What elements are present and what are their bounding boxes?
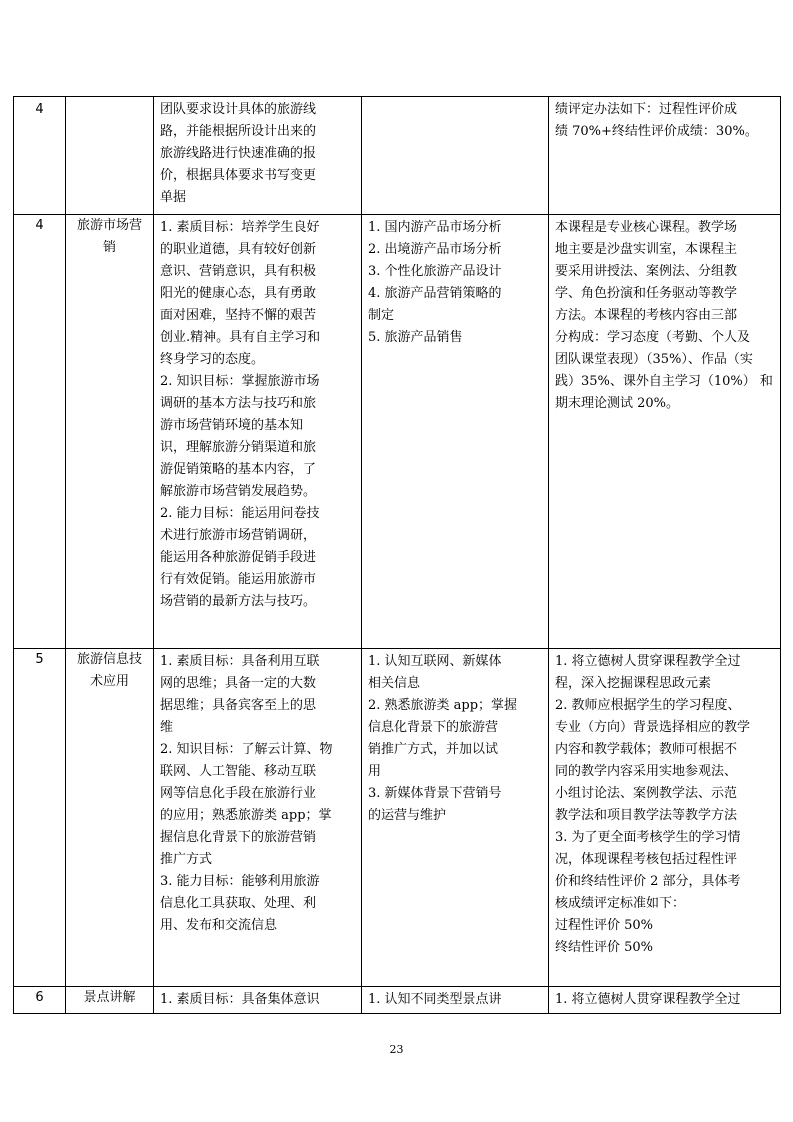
course-goals-line: 2. 知识目标：了解云计算、物 [160,742,333,757]
teaching-requirements-line: 2. 教师应根据学生的学习程度、 [555,698,741,713]
teaching-requirements-line: 团队课堂表现）（35%）、作品（实 [555,352,753,367]
row-number: 4 [14,215,66,649]
row-number: 5 [14,649,66,987]
teaching-requirements-line: 况，体现课程考核包括过程性评 [555,852,738,867]
teaching-requirements-line: 教学法和项目教学法等教学方法 [555,808,738,823]
course-goals-line: 的职业道德，具有较好创新 [160,242,317,257]
course-name-line: 术应用 [89,674,129,689]
course-goals-line: 终身学习的态度。 [160,352,265,367]
teaching-requirements-line: 专业（方向）背景选择相应的教学 [555,720,751,735]
course-goals-line: 握信息化背景下的旅游营销 [160,830,317,845]
course-goals-line: 能运用各种旅游促销手段进 [160,550,317,565]
course-goals-line: 联网、人工智能、移动互联 [160,764,317,779]
course-row [14,215,781,649]
course-content [362,97,549,215]
course-content-line: 销推广方式，并加以试 [368,742,499,757]
teaching-requirements-line: 终结性评价 50% [555,940,654,955]
course-goals-line: 调研的基本方法与技巧和旅 [160,396,317,411]
course-content-line: 2. 出境游产品市场分析 [368,242,502,257]
teaching-requirements-line: 1. 将立德树人贯穿课程教学全过 [555,654,741,669]
course-name [66,215,154,649]
teaching-requirements [549,97,781,215]
course-content-line: 1. 国内游产品市场分析 [368,220,502,235]
teaching-requirements-line: 学、角色扮演和任务驱动等教学 [555,286,738,301]
course-content-line: 2. 熟悉旅游类 app；掌握 [368,698,518,713]
course-goals-line: 2. 能力目标：能运用问卷技 [160,506,320,521]
teaching-requirements-line: 方法。本课程的考核内容由三部 [555,308,738,323]
teaching-requirements-line: 要采用讲授法、案例法、分组教 [555,264,738,279]
course-goals-line: 用、发布和交流信息 [160,918,278,933]
course-name [66,97,154,215]
teaching-requirements [549,987,781,1014]
course-goals-line: 解旅游市场营销发展趋势。 [160,484,317,499]
course-content-line: 3. 个性化旅游产品设计 [368,264,502,279]
course-goals-line: 单据 [160,190,187,205]
teaching-requirements-line: 同的教学内容采用实地参观法、 [555,764,738,779]
course-content-line: 信息化背景下的旅游营 [368,720,499,735]
course-content-line: 1. 认知互联网、新媒体 [368,654,502,669]
course-goals-line: 团队要求设计具体的旅游线 [160,102,317,117]
teaching-requirements-line: 过程性评价 50% [555,918,654,933]
course-row [14,987,781,1014]
course-goals-line: 游市场营销环境的基本知 [160,418,304,433]
course-table-body [14,97,781,1014]
course-goals-line: 的应用；熟悉旅游类 app；掌 [160,808,332,823]
teaching-requirements-line: 践）35%、课外自主学习（10%） 和 [555,374,773,389]
course-content [362,649,549,987]
teaching-requirements-line: 内容和教学载体；教师可根据不 [555,742,738,757]
course-goals-line: 维 [160,720,174,735]
course-content [362,215,549,649]
course-goals [154,987,362,1014]
course-goals-line: 1. 素质目标：具备集体意识 [160,992,320,1007]
course-goals-line: 创业.精神。具有自主学习和 [160,330,321,345]
row-number: 6 [14,987,66,1014]
course-name [66,987,154,1014]
course-goals-line: 识，理解旅游分销渠道和旅 [160,440,317,455]
course-name-line: 旅游市场营 [76,218,142,233]
course-goals-line: 据思维；具备宾客至上的思 [160,698,317,713]
course-content [362,987,549,1014]
course-goals-line: 网等信息化手段在旅游行业 [160,786,317,801]
course-goals-line: 1. 素质目标：具备利用互联 [160,654,320,669]
teaching-requirements-line: 绩 70%+终结性评价成绩：30%。 [555,124,758,139]
course-goals-line: 推广方式 [160,852,213,867]
course-content-line: 1. 认知不同类型景点讲 [368,992,502,1007]
teaching-requirements-line: 小组讨论法、案例教学法、示范 [555,786,738,801]
row-number: 4 [14,97,66,215]
course-goals-line: 1. 素质目标：培养学生良好 [160,220,320,235]
teaching-requirements [549,215,781,649]
course-goals-line: 意识、营销意识，具有积极 [160,264,317,279]
page-number: 23 [389,1043,404,1056]
course-goals-line: 网的思维；具备一定的大数 [160,676,317,691]
course-goals-line: 旅游线路进行快速准确的报 [160,146,317,161]
course-content-line: 5. 旅游产品销售 [368,330,463,345]
course-name [66,649,154,987]
course-goals [154,649,362,987]
course-goals [154,97,362,215]
course-goals-line: 价，根据具体要求书写变更 [160,168,317,183]
course-goals [154,215,362,649]
course-name-line: 旅游信息技 [76,652,142,667]
course-goals-line: 3. 能力目标：能够利用旅游 [160,874,320,889]
course-content-line: 制定 [368,308,395,323]
course-content-line: 4. 旅游产品营销策略的 [368,286,502,301]
teaching-requirements-line: 期末理论测试 20%。 [555,396,680,411]
teaching-requirements-line: 分构成：学习态度（考勤、个人及 [555,330,751,345]
teaching-requirements-line: 核成绩评定标准如下： [555,896,686,911]
course-name-line: 销 [102,240,116,255]
course-goals-line: 场营销的最新方法与技巧。 [160,594,317,609]
teaching-requirements-line: 绩评定办法如下：过程性评价成 [555,102,738,117]
course-goals-line: 术进行旅游市场营销调研， [160,528,317,543]
course-name-line: 景点讲解 [83,990,136,1005]
course-goals-line: 游促销策略的基本内容，了 [160,462,317,477]
teaching-requirements-line: 价和终结性评价 2 部分，具体考 [555,874,741,889]
course-table [13,96,781,1014]
course-goals-line: 信息化工具获取、处理、利 [160,896,317,911]
course-content-line: 的运营与维护 [368,808,447,823]
teaching-requirements-line: 1. 将立德树人贯穿课程教学全过 [555,992,741,1007]
course-content-line: 用 [368,764,382,779]
course-row [14,97,781,215]
teaching-requirements-line: 地主要是沙盘实训室，本课程主 [555,242,738,257]
teaching-requirements [549,649,781,987]
teaching-requirements-line: 程，深入挖掘课程思政元素 [555,676,712,691]
course-goals-line: 2. 知识目标：掌握旅游市场 [160,374,320,389]
teaching-requirements-line: 3. 为了更全面考核学生的学习情 [555,830,741,845]
course-content-line: 相关信息 [368,676,421,691]
course-goals-line: 路，并能根据所设计出来的 [160,124,317,139]
course-content-line: 3. 新媒体背景下营销号 [368,786,502,801]
teaching-requirements-line: 本课程是专业核心课程。教学场 [555,220,738,235]
course-row [14,649,781,987]
course-goals-line: 面对困难，坚持不懈的艰苦 [160,308,317,323]
course-goals-line: 阳光的健康心态，具有勇敢 [160,286,317,301]
course-goals-line: 行有效促销。能运用旅游市 [160,572,317,587]
